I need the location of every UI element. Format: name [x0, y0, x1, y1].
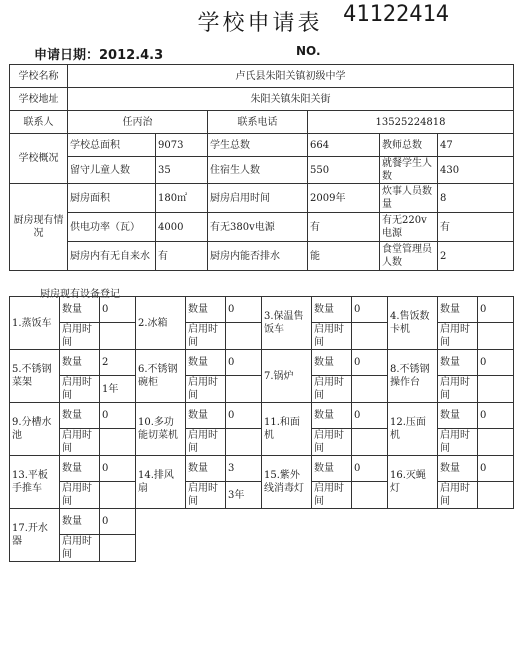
- start-time-value: [226, 376, 262, 403]
- qty-label: 数量: [438, 297, 478, 323]
- kitchen-start-label: 厨房启用时间: [208, 184, 308, 213]
- equipment-name: 17.开水器: [10, 509, 60, 562]
- qty-value: 2: [100, 350, 136, 376]
- teachers-label: 教师总数: [380, 134, 438, 157]
- contact-value: 任丙治: [68, 111, 208, 134]
- equipment-name: 1.蒸饭车: [10, 297, 60, 350]
- qty-label: 数量: [60, 297, 100, 323]
- start-time-value: 1年: [100, 376, 136, 403]
- qty-label: 数量: [438, 456, 478, 482]
- start-time-value: [100, 429, 136, 456]
- qty-label: 数量: [312, 350, 352, 376]
- date-value: 2012.4.3: [99, 48, 164, 63]
- qty-value: 0: [352, 350, 388, 376]
- power-label: 供电功率（瓦）: [68, 213, 156, 242]
- school-name-value: 卢氏县朱阳关镇初级中学: [68, 65, 514, 88]
- equipment-name: 6.不锈钢碗柜: [136, 350, 186, 403]
- students-label: 学生总数: [208, 134, 308, 157]
- start-time-label: 启用时间: [312, 323, 352, 350]
- equipment-name: 12.压面机: [388, 403, 438, 456]
- qty-value: 0: [226, 403, 262, 429]
- contact-label: 联系人: [10, 111, 68, 134]
- equipment-name: 8.不锈钢操作台: [388, 350, 438, 403]
- kitchen-start-value: 2009年: [308, 184, 380, 213]
- teachers-value: 47: [438, 134, 514, 157]
- water-value: 有: [156, 242, 208, 271]
- qty-value: 0: [100, 403, 136, 429]
- qty-value: 3: [226, 456, 262, 482]
- equipment-section-label: 厨房现有设备登记: [40, 289, 120, 300]
- qty-label: 数量: [438, 403, 478, 429]
- qty-label: 数量: [312, 456, 352, 482]
- qty-label: 数量: [60, 403, 100, 429]
- equipment-name: 15.紫外线消毒灯: [262, 456, 312, 509]
- qty-value: 0: [478, 456, 514, 482]
- qty-value: 0: [100, 509, 136, 535]
- qty-label: 数量: [312, 403, 352, 429]
- water-label: 厨房内有无自来水: [68, 242, 156, 271]
- equipment-name: 14.排风扇: [136, 456, 186, 509]
- qty-value: 0: [100, 456, 136, 482]
- equipment-name: 11.和面机: [262, 403, 312, 456]
- start-time-value: [352, 376, 388, 403]
- start-time-label: 启用时间: [438, 482, 478, 509]
- start-time-value: [478, 482, 514, 509]
- qty-value: 0: [100, 297, 136, 323]
- leftbehind-label: 留守儿童人数: [68, 157, 156, 184]
- start-time-value: [352, 429, 388, 456]
- qty-label: 数量: [438, 350, 478, 376]
- start-time-label: 启用时间: [312, 376, 352, 403]
- kitchen-area-label: 厨房面积: [68, 184, 156, 213]
- equipment-name: 4.售饭数卡机: [388, 297, 438, 350]
- kitchen-staff-value: 8: [438, 184, 514, 213]
- leftbehind-value: 35: [156, 157, 208, 184]
- phone-value: 13525224818: [308, 111, 514, 134]
- qty-value: 0: [352, 403, 388, 429]
- students-value: 664: [308, 134, 380, 157]
- start-time-value: [226, 323, 262, 350]
- kitchen-staff-label: 炊事人员数量: [380, 184, 438, 213]
- qty-value: 0: [478, 297, 514, 323]
- start-time-label: 启用时间: [438, 376, 478, 403]
- form-title: 学校申请表: [197, 11, 323, 36]
- boarding-label: 住宿生人数: [208, 157, 308, 184]
- boarding-value: 550: [308, 157, 380, 184]
- equipment-name: 5.不锈钢菜架: [10, 350, 60, 403]
- qty-label: 数量: [312, 297, 352, 323]
- application-date: [34, 44, 163, 63]
- equipment-name: 3.保温售饭车: [262, 297, 312, 350]
- qty-value: 0: [226, 297, 262, 323]
- qty-label: 数量: [60, 509, 100, 535]
- area-value: 9073: [156, 134, 208, 157]
- start-time-value: [100, 323, 136, 350]
- start-time-value: [226, 429, 262, 456]
- drain-label: 厨房内能否排水: [208, 242, 308, 271]
- school-address-value: 朱阳关镇朱阳关街: [68, 88, 514, 111]
- start-time-label: 启用时间: [312, 482, 352, 509]
- start-time-label: 启用时间: [186, 376, 226, 403]
- start-time-value: [478, 376, 514, 403]
- start-time-label: 启用时间: [60, 482, 100, 509]
- equipment-name: 2.冰箱: [136, 297, 186, 350]
- canteen-label: 食堂管理员人数: [380, 242, 438, 271]
- form-number-label: NO.: [296, 44, 321, 58]
- v380-label: 有无380v电源: [208, 213, 308, 242]
- start-time-value: [478, 323, 514, 350]
- school-name-label: 学校名称: [10, 65, 68, 88]
- date-label: 申请日期：: [34, 48, 100, 63]
- start-time-label: 启用时间: [186, 323, 226, 350]
- equipment-table: [9, 296, 514, 562]
- overview-label: 学校概况: [10, 134, 68, 184]
- start-time-label: 启用时间: [438, 323, 478, 350]
- qty-value: 0: [478, 350, 514, 376]
- kitchen-area-value: 180㎡: [156, 184, 208, 213]
- start-time-label: 启用时间: [60, 429, 100, 456]
- start-time-label: 启用时间: [60, 376, 100, 403]
- canteen-value: 2: [438, 242, 514, 271]
- equipment-name: 16.灭蝇灯: [388, 456, 438, 509]
- equipment-name: 7.锅炉: [262, 350, 312, 403]
- v220-value: 有: [438, 213, 514, 242]
- school-address-label: 学校地址: [10, 88, 68, 111]
- equipment-name: 10.多功能切菜机: [136, 403, 186, 456]
- start-time-value: [478, 429, 514, 456]
- v220-label: 有无220v电源: [380, 213, 438, 242]
- kitchen-section-label: 厨房现有情况: [10, 184, 68, 271]
- qty-label: 数量: [186, 297, 226, 323]
- equipment-name: 13.平板手推车: [10, 456, 60, 509]
- qty-label: 数量: [186, 456, 226, 482]
- qty-value: 0: [352, 456, 388, 482]
- start-time-value: [352, 323, 388, 350]
- start-time-label: 启用时间: [60, 323, 100, 350]
- qty-value: 0: [478, 403, 514, 429]
- serial-number: 41122414: [343, 2, 449, 27]
- qty-value: 0: [352, 297, 388, 323]
- start-time-label: 启用时间: [186, 482, 226, 509]
- dining-label: 就餐学生人数: [380, 157, 438, 184]
- start-time-label: 启用时间: [438, 429, 478, 456]
- qty-label: 数量: [60, 350, 100, 376]
- qty-label: 数量: [186, 350, 226, 376]
- dining-value: 430: [438, 157, 514, 184]
- start-time-value: [352, 482, 388, 509]
- start-time-value: [100, 482, 136, 509]
- drain-value: 能: [308, 242, 380, 271]
- power-value: 4000: [156, 213, 208, 242]
- phone-label: 联系电话: [208, 111, 308, 134]
- start-time-value: [100, 535, 136, 562]
- start-time-label: 启用时间: [60, 535, 100, 562]
- equipment-name: 9.分槽水池: [10, 403, 60, 456]
- start-time-value: 3年: [226, 482, 262, 509]
- start-time-label: 启用时间: [186, 429, 226, 456]
- area-label: 学校总面积: [68, 134, 156, 157]
- start-time-label: 启用时间: [312, 429, 352, 456]
- qty-value: 0: [226, 350, 262, 376]
- school-info-table: [9, 64, 514, 271]
- v380-value: 有: [308, 213, 380, 242]
- qty-label: 数量: [60, 456, 100, 482]
- qty-label: 数量: [186, 403, 226, 429]
